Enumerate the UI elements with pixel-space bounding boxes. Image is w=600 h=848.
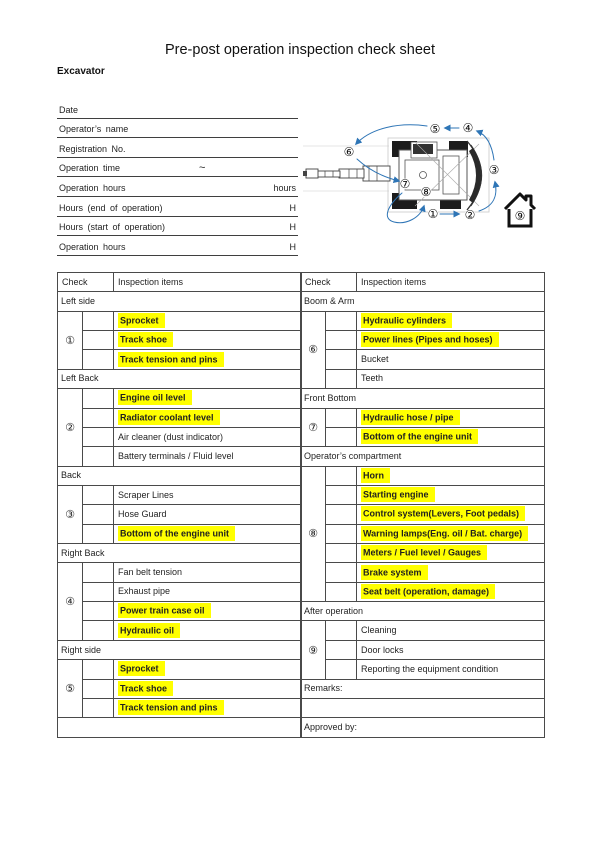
section-row bbox=[58, 292, 302, 311]
highlighted-item-text: Track tension and pins bbox=[118, 700, 224, 715]
highlighted-item-text: Brake system bbox=[361, 565, 428, 580]
inspection-row bbox=[301, 331, 545, 350]
inspection-table-left bbox=[57, 272, 302, 738]
section-row bbox=[301, 292, 545, 311]
inspection-row bbox=[301, 311, 545, 330]
callout-number-8: ⑧ bbox=[420, 185, 432, 199]
check-cell[interactable] bbox=[83, 621, 114, 640]
blank-cell[interactable] bbox=[58, 718, 302, 737]
form-field-value[interactable] bbox=[172, 139, 270, 156]
table-header-row bbox=[301, 273, 545, 292]
check-cell[interactable] bbox=[83, 582, 114, 601]
inspection-item bbox=[114, 602, 302, 621]
inspection-item bbox=[357, 331, 545, 350]
callout-number-7: ⑦ bbox=[399, 177, 411, 191]
inspection-row bbox=[58, 350, 302, 369]
form-row-operation-hours bbox=[57, 177, 298, 197]
inspection-row bbox=[301, 485, 545, 504]
inspection-row bbox=[58, 311, 302, 330]
form-field-value[interactable] bbox=[172, 120, 270, 137]
check-cell[interactable] bbox=[83, 698, 114, 717]
check-cell[interactable] bbox=[326, 311, 357, 330]
inspection-row bbox=[301, 660, 545, 679]
inspection-row bbox=[301, 544, 545, 563]
inspection-row bbox=[58, 660, 302, 679]
inspection-row bbox=[58, 447, 302, 466]
check-cell[interactable] bbox=[326, 350, 357, 369]
inspection-item: Bucket bbox=[357, 350, 545, 369]
unit-label: H bbox=[289, 222, 296, 233]
highlighted-item-text: Seat belt (operation, damage) bbox=[361, 584, 495, 599]
form-field-label: Hours (start of operation) bbox=[59, 222, 166, 233]
machine-type-label: Excavator bbox=[57, 66, 105, 77]
check-cell[interactable] bbox=[83, 679, 114, 698]
form-field-label: Operation hours bbox=[59, 182, 126, 193]
excavator-diagram bbox=[303, 114, 548, 236]
inspection-item bbox=[114, 524, 302, 543]
inspection-item bbox=[114, 660, 302, 679]
check-cell[interactable] bbox=[326, 640, 357, 659]
highlighted-item-text: Engine oil level bbox=[118, 390, 192, 405]
inspection-item bbox=[357, 582, 545, 601]
inspection-item bbox=[357, 466, 545, 485]
highlighted-item-text: Warning lamps(Eng. oil / Bat. charge) bbox=[361, 526, 528, 541]
check-cell[interactable] bbox=[326, 621, 357, 640]
check-cell[interactable] bbox=[83, 485, 114, 504]
highlighted-item-text: Radiator coolant level bbox=[118, 410, 220, 425]
check-cell[interactable] bbox=[83, 447, 114, 466]
items-header: Inspection items bbox=[357, 273, 545, 292]
group-number: ③ bbox=[58, 485, 83, 543]
unit-label: hours bbox=[273, 182, 296, 193]
empty-row bbox=[58, 718, 302, 737]
check-cell[interactable] bbox=[326, 524, 357, 543]
inspection-item: Scraper Lines bbox=[114, 485, 302, 504]
highlighted-item-text: Track shoe bbox=[118, 681, 173, 696]
form-field-value[interactable] bbox=[172, 178, 270, 195]
inspection-row bbox=[301, 427, 545, 446]
section-left-back: Left Back bbox=[58, 369, 302, 388]
section-operator-s-compartment: Operator’s compartment bbox=[301, 447, 545, 466]
items-header: Inspection items bbox=[114, 273, 302, 292]
section-after-operation: After operation bbox=[301, 602, 545, 621]
form-row-hours-end-of-operation bbox=[57, 197, 298, 217]
table-header-row bbox=[58, 273, 302, 292]
section-right-side: Right side bbox=[58, 640, 302, 659]
form-field-label: Date bbox=[59, 104, 79, 115]
highlighted-item-text: Hydraulic oil bbox=[118, 623, 180, 638]
group-number: ① bbox=[58, 311, 83, 369]
check-cell[interactable] bbox=[326, 485, 357, 504]
highlighted-item-text: Track tension and pins bbox=[118, 352, 224, 367]
inspection-row bbox=[58, 389, 302, 408]
form-row-hours-start-of-operation bbox=[57, 217, 298, 237]
inspection-row bbox=[301, 505, 545, 524]
check-cell[interactable] bbox=[326, 466, 357, 485]
highlighted-item-text: Track shoe bbox=[118, 332, 173, 347]
form-field-value[interactable] bbox=[172, 159, 270, 176]
inspection-item bbox=[357, 427, 545, 446]
inspection-item bbox=[357, 311, 545, 330]
check-cell[interactable] bbox=[326, 331, 357, 350]
inspection-table-right bbox=[300, 272, 545, 738]
inspection-item bbox=[357, 505, 545, 524]
inspection-item: Hose Guard bbox=[114, 505, 302, 524]
highlighted-item-text: Power lines (Pipes and hoses) bbox=[361, 332, 499, 347]
callout-number-9: ⑨ bbox=[514, 209, 526, 223]
check-cell[interactable] bbox=[326, 427, 357, 446]
inspection-row bbox=[301, 640, 545, 659]
inspection-item bbox=[357, 524, 545, 543]
group-number: ⑤ bbox=[58, 660, 83, 718]
section-boom-arm: Boom & Arm bbox=[301, 292, 545, 311]
inspection-item: Exhaust pipe bbox=[114, 582, 302, 601]
section-row bbox=[301, 602, 545, 621]
form-field-value[interactable] bbox=[172, 198, 270, 215]
inspection-item bbox=[357, 544, 545, 563]
highlighted-item-text: Hydraulic cylinders bbox=[361, 313, 452, 328]
inspection-row bbox=[58, 485, 302, 504]
highlighted-item-text: Bottom of the engine unit bbox=[361, 429, 478, 444]
group-number: ⑨ bbox=[301, 621, 326, 679]
group-number: ② bbox=[58, 389, 83, 466]
inspection-item: Air cleaner (dust indicator) bbox=[114, 427, 302, 446]
check-cell[interactable] bbox=[326, 408, 357, 427]
machine-illustration bbox=[303, 138, 489, 212]
inspection-row bbox=[58, 679, 302, 698]
inspection-row bbox=[301, 350, 545, 369]
form-field-label: Operation hours bbox=[59, 241, 126, 252]
inspection-row bbox=[301, 621, 545, 640]
check-cell[interactable] bbox=[326, 369, 357, 388]
inspection-row bbox=[58, 582, 302, 601]
inspection-item bbox=[114, 408, 302, 427]
inspection-item: Battery terminals / Fluid level bbox=[114, 447, 302, 466]
check-cell[interactable] bbox=[83, 331, 114, 350]
highlighted-item-text: Sprocket bbox=[118, 313, 165, 328]
check-cell[interactable] bbox=[83, 524, 114, 543]
label-row bbox=[301, 718, 545, 737]
remarks-cell[interactable]: Remarks: bbox=[301, 679, 545, 698]
section-front-bottom: Front Bottom bbox=[301, 389, 545, 408]
check-header: Check bbox=[301, 273, 357, 292]
section-back: Back bbox=[58, 466, 302, 485]
inspection-row bbox=[301, 466, 545, 485]
blank-cell[interactable] bbox=[301, 698, 545, 717]
inspection-row bbox=[58, 331, 302, 350]
inspection-row bbox=[301, 408, 545, 427]
section-right-back: Right Back bbox=[58, 544, 302, 563]
check-cell[interactable] bbox=[83, 311, 114, 330]
callout-number-6: ⑥ bbox=[343, 145, 355, 159]
inspection-item bbox=[114, 698, 302, 717]
highlighted-item-text: Power train case oil bbox=[118, 603, 211, 618]
highlighted-item-text: Sprocket bbox=[118, 661, 165, 676]
form-field-label: Operation time bbox=[59, 163, 121, 174]
callout-number-2: ② bbox=[464, 208, 476, 222]
check-cell[interactable] bbox=[83, 602, 114, 621]
check-cell[interactable] bbox=[326, 660, 357, 679]
check-cell[interactable] bbox=[83, 427, 114, 446]
tilde-separator: ~ bbox=[199, 162, 206, 175]
inspection-item bbox=[114, 679, 302, 698]
form-field-value[interactable] bbox=[172, 100, 270, 117]
inspection-row bbox=[301, 524, 545, 543]
label-row bbox=[301, 679, 545, 698]
form-row-date bbox=[57, 99, 298, 119]
form-field-label: Operator’s name bbox=[59, 124, 129, 135]
check-cell[interactable] bbox=[83, 660, 114, 679]
highlighted-item-text: Horn bbox=[361, 468, 390, 483]
highlighted-item-text: Bottom of the engine unit bbox=[118, 526, 235, 541]
check-cell[interactable] bbox=[83, 563, 114, 582]
inspection-item bbox=[357, 408, 545, 427]
group-number: ④ bbox=[58, 563, 83, 640]
highlighted-item-text: Control system(Levers, Foot pedals) bbox=[361, 506, 525, 521]
check-cell[interactable] bbox=[83, 350, 114, 369]
inspection-row bbox=[58, 698, 302, 717]
form-row-operator-s-name bbox=[57, 119, 298, 139]
callout-number-1: ① bbox=[427, 207, 439, 221]
inspection-item bbox=[114, 331, 302, 350]
form-row-registration-no bbox=[57, 138, 298, 158]
inspection-item bbox=[114, 350, 302, 369]
check-cell[interactable] bbox=[326, 505, 357, 524]
inspection-row bbox=[58, 427, 302, 446]
inspection-item: Cleaning bbox=[357, 621, 545, 640]
check-cell[interactable] bbox=[326, 563, 357, 582]
inspection-row bbox=[301, 563, 545, 582]
inspection-row bbox=[58, 408, 302, 427]
check-cell[interactable] bbox=[326, 544, 357, 563]
form-row-operation-time bbox=[57, 158, 298, 178]
inspection-item bbox=[114, 621, 302, 640]
unit-label: H bbox=[289, 202, 296, 213]
group-number: ⑧ bbox=[301, 466, 326, 602]
inspection-item bbox=[357, 485, 545, 504]
section-row bbox=[58, 466, 302, 485]
section-row bbox=[58, 640, 302, 659]
inspection-item: Teeth bbox=[357, 369, 545, 388]
form-row-operation-hours bbox=[57, 236, 298, 256]
inspection-item bbox=[357, 563, 545, 582]
check-cell[interactable] bbox=[83, 505, 114, 524]
header-form bbox=[57, 99, 298, 256]
form-field-value[interactable] bbox=[172, 237, 270, 254]
callout-number-3: ③ bbox=[488, 163, 500, 177]
callout-number-4: ④ bbox=[462, 121, 474, 135]
group-number: ⑦ bbox=[301, 408, 326, 447]
empty-row bbox=[301, 698, 545, 717]
check-cell[interactable] bbox=[83, 408, 114, 427]
group-number: ⑥ bbox=[301, 311, 326, 388]
highlighted-item-text: Hydraulic hose / pipe bbox=[361, 410, 460, 425]
check-cell[interactable] bbox=[326, 582, 357, 601]
inspection-row bbox=[58, 524, 302, 543]
inspection-row bbox=[58, 621, 302, 640]
highlighted-item-text: Meters / Fuel level / Gauges bbox=[361, 545, 487, 560]
inspection-row bbox=[58, 563, 302, 582]
callout-number-5: ⑤ bbox=[429, 122, 441, 136]
section-row bbox=[58, 369, 302, 388]
section-left-side: Left side bbox=[58, 292, 302, 311]
inspection-item bbox=[114, 389, 302, 408]
inspection-item: Door locks bbox=[357, 640, 545, 659]
inspection-row bbox=[58, 505, 302, 524]
form-field-label: Registration No. bbox=[59, 143, 126, 154]
approved-by-cell[interactable]: Approved by: bbox=[301, 718, 545, 737]
inspection-item: Fan belt tension bbox=[114, 563, 302, 582]
check-header: Check bbox=[58, 273, 114, 292]
inspection-item: Reporting the equipment condition bbox=[357, 660, 545, 679]
section-row bbox=[301, 389, 545, 408]
form-field-label: Hours (end of operation) bbox=[59, 202, 163, 213]
inspection-row bbox=[58, 602, 302, 621]
check-cell[interactable] bbox=[83, 389, 114, 408]
section-row bbox=[301, 447, 545, 466]
unit-label: H bbox=[289, 241, 296, 252]
highlighted-item-text: Starting engine bbox=[361, 487, 435, 502]
form-field-value[interactable] bbox=[172, 218, 270, 235]
page-title: Pre-post operation inspection check sheet bbox=[164, 42, 436, 58]
section-row bbox=[58, 544, 302, 563]
inspection-row bbox=[301, 582, 545, 601]
inspection-item bbox=[114, 311, 302, 330]
inspection-row bbox=[301, 369, 545, 388]
